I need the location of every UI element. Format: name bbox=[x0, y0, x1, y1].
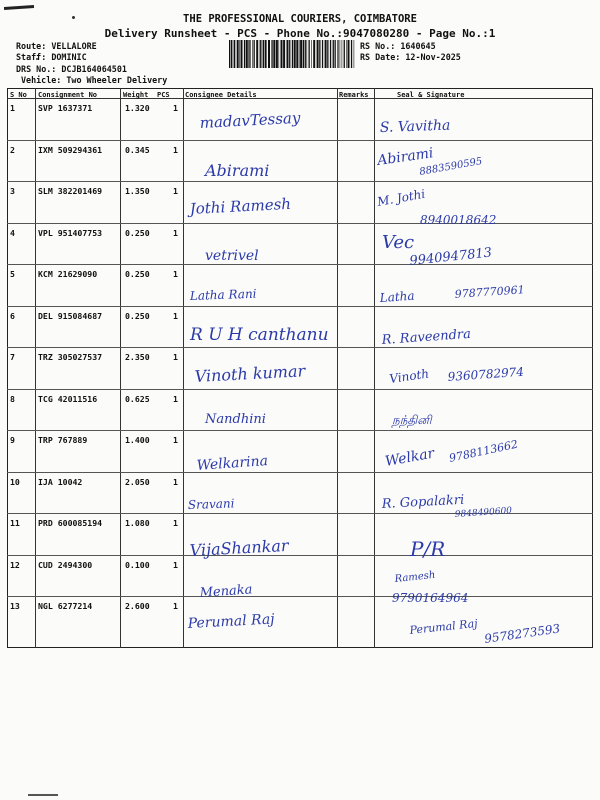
handwritten-signature: M. Jothi bbox=[376, 186, 427, 209]
handwritten-consignee: Abirami bbox=[205, 161, 270, 180]
handwritten-consignee: Latha Rani bbox=[189, 286, 257, 303]
handwritten-phone: 9787770961 bbox=[454, 283, 526, 301]
row-pcs: 1 bbox=[173, 310, 178, 321]
handwritten-consignee: Jothi Ramesh bbox=[189, 194, 292, 218]
row-weight: 2.350 bbox=[125, 352, 150, 362]
row-pcs: 1 bbox=[173, 601, 178, 611]
row-weight: 0.625 bbox=[125, 393, 150, 404]
col-header-pcs: PCS bbox=[157, 91, 170, 99]
row-consignment: TCG 42011516 bbox=[38, 393, 98, 404]
staff-label: Staff: bbox=[16, 52, 47, 62]
row-weight: 0.250 bbox=[125, 310, 150, 321]
row-weight: 1.350 bbox=[125, 186, 150, 196]
col-header-consignment: Consignment No bbox=[38, 91, 98, 99]
row-consignment: IJA 10042 bbox=[38, 476, 83, 487]
handwritten-consignee: Menaka bbox=[199, 582, 253, 601]
rs-no-value: 1640645 bbox=[400, 41, 436, 51]
row-sno: 12 bbox=[10, 559, 20, 570]
row-weight: 1.400 bbox=[125, 435, 150, 445]
row-sno: 11 bbox=[10, 518, 20, 528]
handwritten-signature: Welkar bbox=[383, 445, 436, 470]
route-label: Route: bbox=[16, 41, 47, 51]
row-consignment: SLM 382201469 bbox=[38, 186, 103, 196]
row-consignment: IXM 509294361 bbox=[38, 144, 103, 155]
row-sno: 10 bbox=[10, 476, 20, 487]
handwritten-signature: S. Vavitha bbox=[379, 117, 451, 136]
row-weight: 0.250 bbox=[125, 269, 150, 279]
row-consignment: TRP 767889 bbox=[38, 435, 88, 445]
row-sno: 2 bbox=[10, 144, 15, 155]
col-header-weight: Weight bbox=[123, 91, 149, 99]
row-consignment: SVP 1637371 bbox=[38, 103, 93, 113]
row-weight: 0.250 bbox=[125, 227, 150, 238]
row-consignment: KCM 21629090 bbox=[38, 269, 98, 279]
row-sno: 3 bbox=[10, 186, 15, 196]
row-weight: 1.080 bbox=[125, 518, 150, 528]
row-sno: 7 bbox=[10, 352, 15, 362]
row-weight: 0.100 bbox=[125, 559, 150, 570]
row-pcs: 1 bbox=[173, 393, 178, 404]
handwritten-signature: Perumal Raj bbox=[408, 616, 479, 637]
rs-no-label: RS No.: bbox=[360, 41, 396, 51]
handwritten-phone: 8940018642 bbox=[420, 213, 497, 227]
company-title: THE PROFESSIONAL COURIERS, COIMBATORE bbox=[183, 13, 417, 25]
handwritten-consignee: Perumal Raj bbox=[187, 611, 275, 632]
handwritten-consignee: R U H canthanu bbox=[190, 325, 329, 345]
handwritten-signature: Latha bbox=[379, 288, 415, 305]
handwritten-consignee: Nandhini bbox=[205, 412, 266, 427]
row-sno: 1 bbox=[10, 103, 15, 113]
handwritten-signature: Vinoth bbox=[388, 366, 430, 386]
handwritten-consignee: VijaShankar bbox=[189, 535, 289, 560]
handwritten-signature: Ramesh bbox=[394, 569, 436, 585]
rs-date-label: RS Date: bbox=[360, 52, 401, 62]
row-consignment: DEL 915084687 bbox=[38, 310, 103, 321]
handwritten-phone: 9940947813 bbox=[408, 245, 493, 269]
scan-mark bbox=[28, 794, 58, 796]
col-header-sno: S No bbox=[10, 91, 27, 99]
row-sno: 9 bbox=[10, 435, 15, 445]
handwritten-consignee: Sravani bbox=[187, 496, 235, 512]
row-sno: 6 bbox=[10, 310, 15, 321]
col-header-remarks: Remarks bbox=[339, 91, 369, 99]
row-pcs: 1 bbox=[173, 518, 178, 528]
handwritten-signature: P/R bbox=[410, 537, 446, 561]
handwritten-phone: 8883590595 bbox=[418, 156, 484, 178]
staff-value: DOMINIC bbox=[51, 52, 87, 62]
row-pcs: 1 bbox=[173, 476, 178, 487]
handwritten-phone: 9848490600 bbox=[454, 506, 513, 520]
row-weight: 2.050 bbox=[125, 476, 150, 487]
row-weight: 0.345 bbox=[125, 144, 150, 155]
row-sno: 8 bbox=[10, 393, 15, 404]
col-header-seal: Seal & Signature bbox=[397, 91, 465, 99]
runsheet-subtitle: Delivery Runsheet - PCS - Phone No.:9047080280 - Page No.:1 bbox=[104, 27, 496, 40]
row-consignment: CUD 2494300 bbox=[38, 559, 93, 570]
row-weight: 2.600 bbox=[125, 601, 150, 611]
row-pcs: 1 bbox=[173, 435, 178, 445]
row-pcs: 1 bbox=[173, 186, 178, 196]
vehicle-label: Vehicle: bbox=[21, 75, 62, 85]
row-pcs: 1 bbox=[173, 144, 178, 155]
row-consignment: NGL 6277214 bbox=[38, 601, 93, 611]
row-sno: 13 bbox=[10, 601, 20, 611]
drs-value: DCJB164064501 bbox=[61, 64, 127, 74]
handwritten-signature: Abirami bbox=[376, 145, 435, 169]
handwritten-phone: 9790164964 bbox=[392, 591, 469, 605]
row-pcs: 1 bbox=[173, 103, 178, 113]
row-pcs: 1 bbox=[173, 227, 178, 238]
handwritten-phone: 9788113662 bbox=[447, 437, 520, 465]
handwritten-consignee: Welkarina bbox=[196, 453, 269, 474]
row-consignment: VPL 951407753 bbox=[38, 227, 103, 238]
route-value: VELLALORE bbox=[51, 41, 97, 51]
handwritten-consignee: vetrivel bbox=[205, 248, 259, 264]
drs-label: DRS No.: bbox=[16, 64, 57, 74]
handwritten-consignee: Vinoth kumar bbox=[194, 361, 306, 386]
vehicle-value: Two Wheeler Delivery bbox=[66, 75, 168, 85]
row-sno: 5 bbox=[10, 269, 15, 279]
handwritten-phone: 9360782974 bbox=[447, 364, 525, 384]
row-consignment: PRD 600085194 bbox=[38, 518, 103, 528]
row-pcs: 1 bbox=[173, 269, 178, 279]
handwritten-signature: R. Raveendra bbox=[381, 326, 472, 348]
row-consignment: TRZ 305027537 bbox=[38, 352, 103, 362]
handwritten-signature: R. Gopalakri bbox=[381, 492, 465, 512]
handwritten-signature: Vec bbox=[382, 232, 415, 253]
row-weight: 1.320 bbox=[125, 103, 150, 113]
handwritten-phone: 9578273593 bbox=[483, 621, 562, 646]
row-sno: 4 bbox=[10, 227, 15, 238]
row-pcs: 1 bbox=[173, 559, 178, 570]
handwritten-signature: நந்தினி bbox=[392, 413, 432, 427]
row-pcs: 1 bbox=[173, 352, 178, 362]
col-header-consignee: Consignee Details bbox=[185, 91, 257, 99]
handwritten-consignee: madavTessay bbox=[199, 108, 301, 132]
rs-date-value: 12-Nov-2025 bbox=[405, 52, 461, 62]
